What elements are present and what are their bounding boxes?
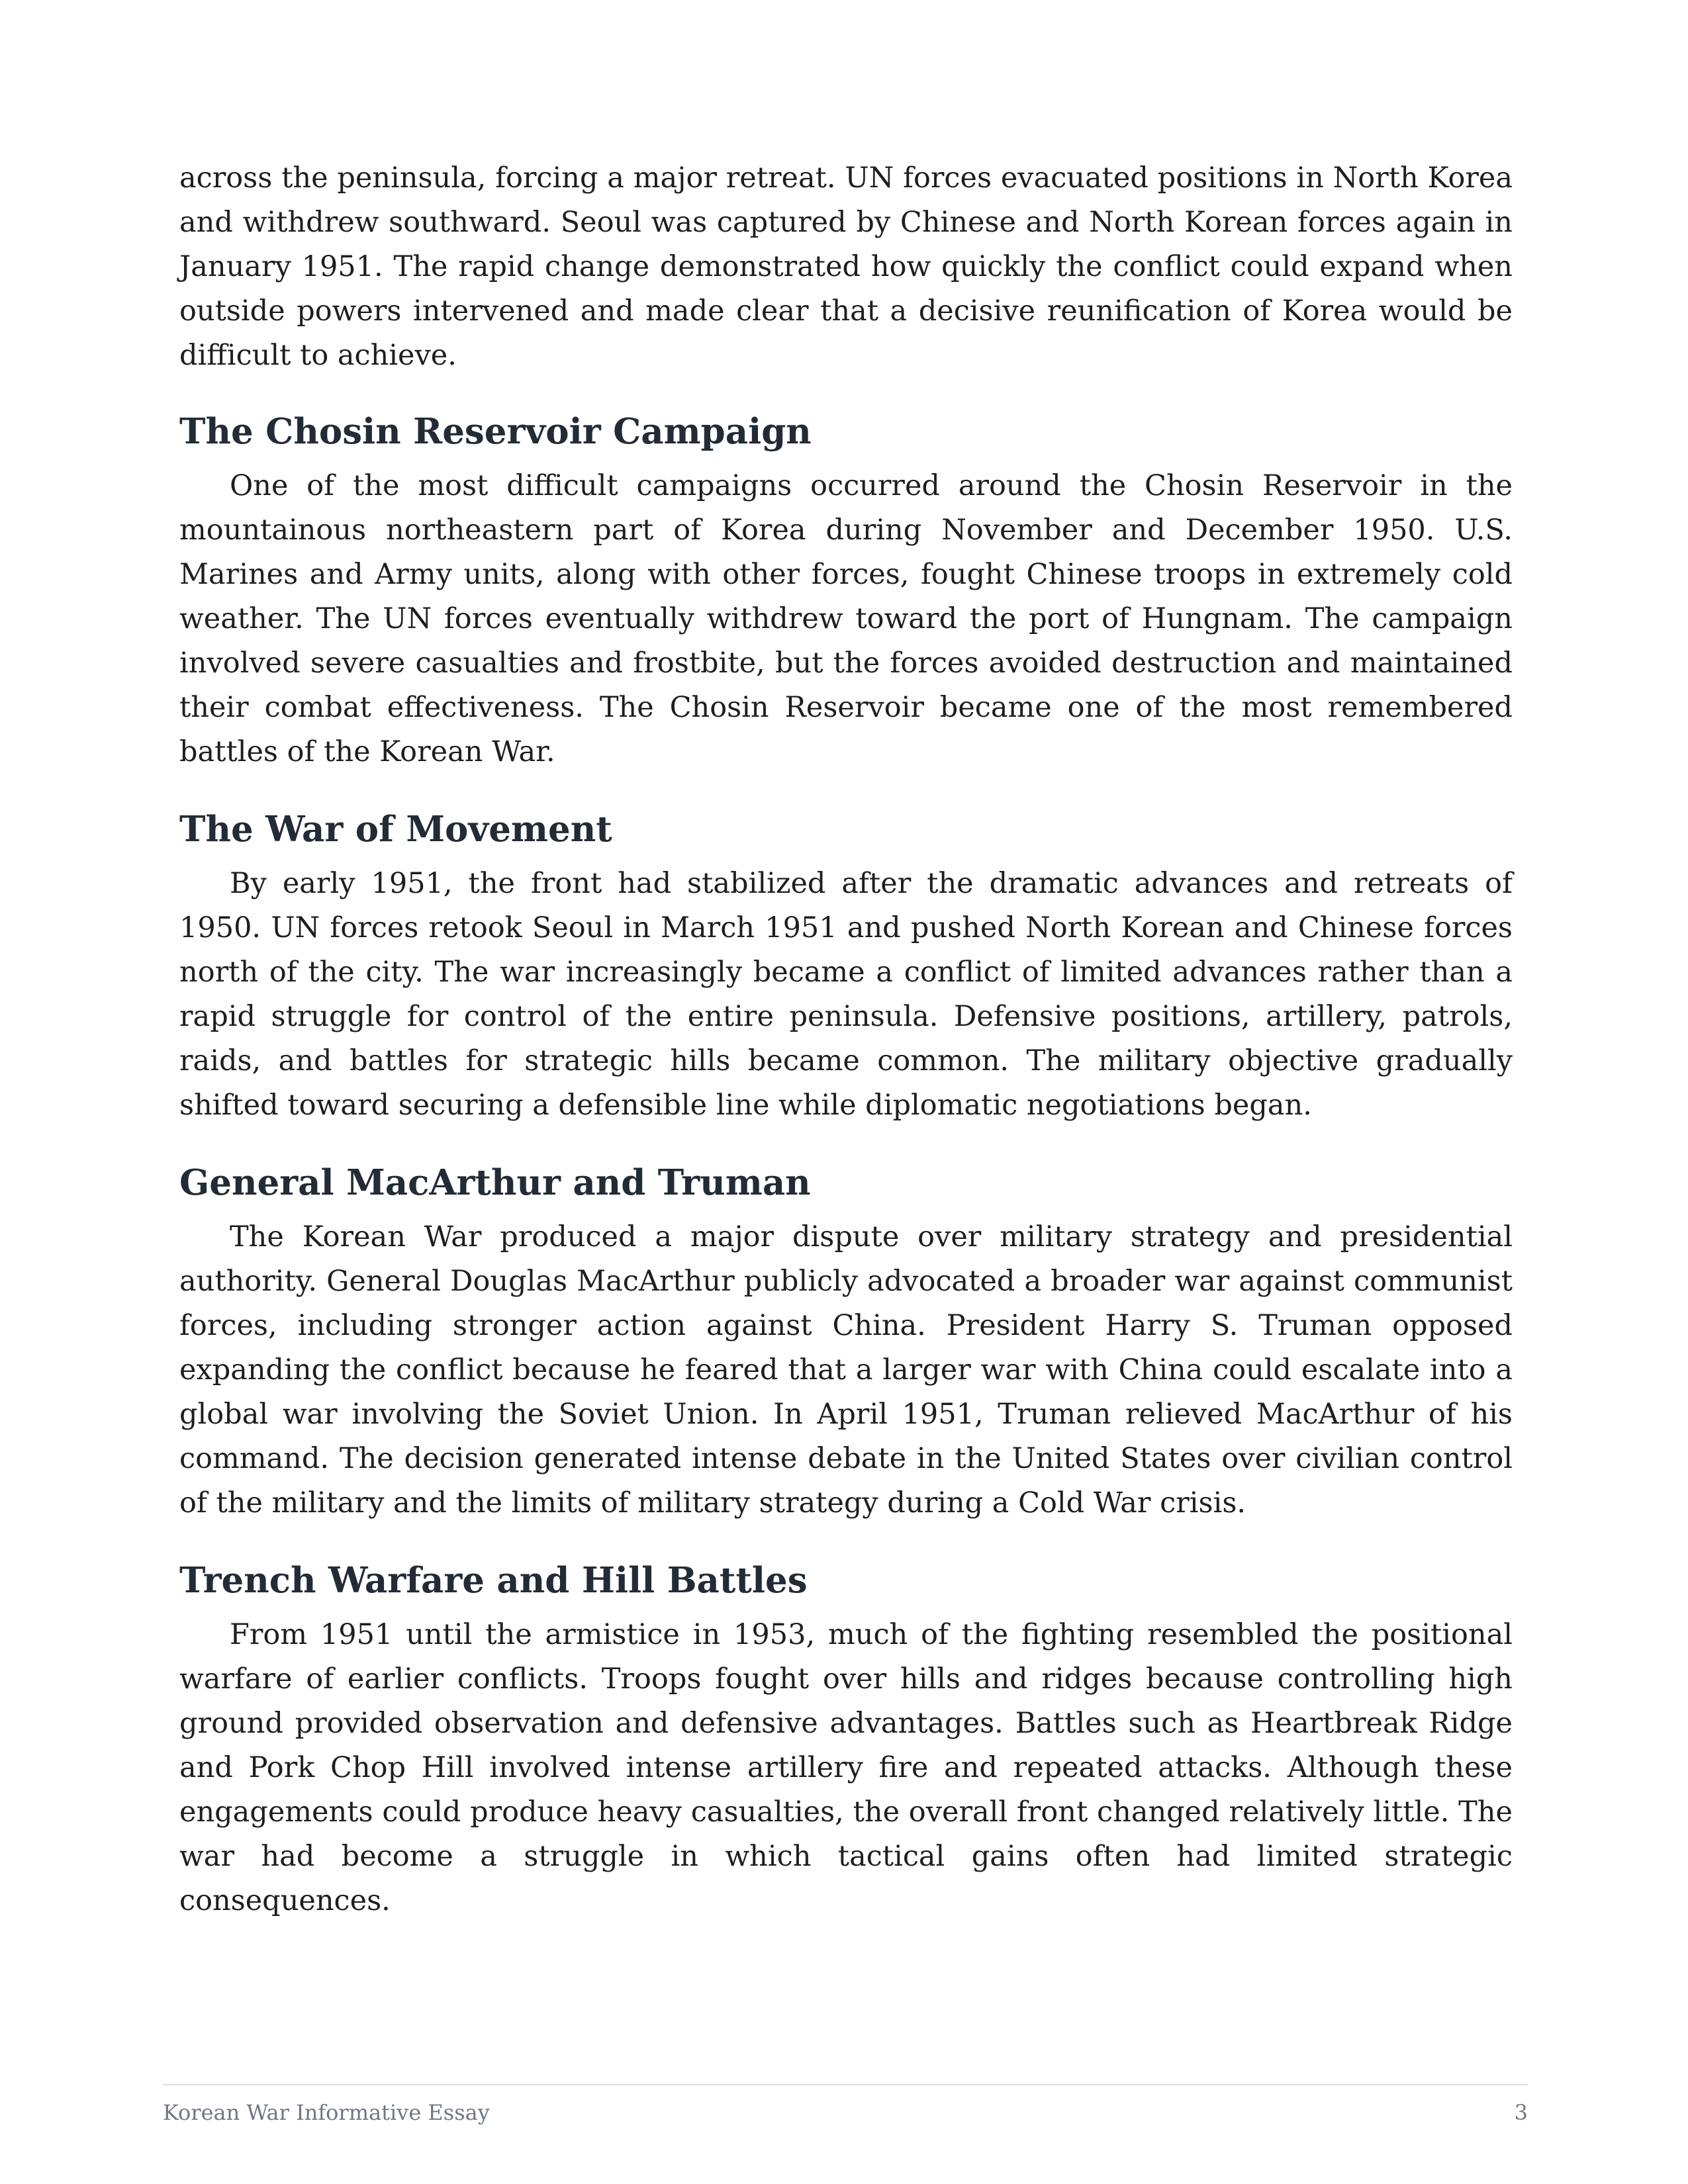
section-heading-war-of-movement: The War of Movement — [179, 809, 612, 850]
footer-page-number: 3 — [1514, 2100, 1528, 2125]
section-heading-macarthur-truman: General MacArthur and Truman — [179, 1162, 811, 1203]
section-paragraph-macarthur-truman: The Korean War produced a major dispute over military strategy and presidential authority. General Douglas MacArthur publicly advocated a broader war against communist forces, including stronger action against China. President Harry S. Truman opposed expanding the conflict because he feared that a larger war with China could escalate into a global war involving the Soviet Union. In April 1951, Truman relieved MacArthur of his command. The decision generated intense debate in the United States over civilian control of the military and the limits of military strategy during a Cold War crisis. — [179, 1220, 1513, 1520]
section-heading-chosin: The Chosin Reservoir Campaign — [179, 411, 812, 452]
section-paragraph-war-of-movement: By early 1951, the front had stabilized after the dramatic advances and retreats of 1950. UN forces retook Seoul in March 1951 and pushed North Korean and Chinese forces north of the city. The war increasingly became a conflict of limited advances rather than a rapid struggle for control of the entire peninsula. Defensive positions, artillery, patrols, raids, and battles for strategic hills became common. The military objective gradually shifted toward securing a defensible line while diplomatic negotiations began. — [179, 867, 1513, 1122]
essay-body — [179, 156, 1513, 1923]
footer-document-title: Korean War Informative Essay — [163, 2100, 490, 2125]
footer-divider — [163, 2084, 1528, 2085]
section-paragraph-chosin: One of the most difficult campaigns occurred around the Chosin Reservoir in the mountainous northeastern part of Korea during November and December 1950. U.S. Marines and Army units, along with other forces, fought Chinese troops in extremely cold weather. The UN forces eventually withdrew toward the port of Hungnam. The campaign involved severe casualties and frostbite, but the forces avoided destruction and maintained their combat effectiveness. The Chosin Reservoir became one of the most remembered battles of the Korean War. — [179, 469, 1513, 768]
section-heading-trench-warfare: Trench Warfare and Hill Battles — [179, 1560, 808, 1601]
section-paragraph-trench-warfare: From 1951 until the armistice in 1953, much of the fighting resembled the positional warfare of earlier conflicts. Troops fought over hills and ridges because controlling high ground provided observation and defensive advantages. Battles such as Heartbreak Ridge and Pork Chop Hill involved intense artillery fire and repeated attacks. Although these engagements could produce heavy casualties, the overall front changed relatively little. The war had become a struggle in which tactical gains often had limited strategic consequences. — [179, 1618, 1513, 1917]
intro-paragraph: across the peninsula, forcing a major retreat. UN forces evacuated positions in North Korea and withdrew southward. Seoul was captured by Chinese and North Korean forces again in January 1951. The rapid change demonstrated how quickly the conflict could expand when outside powers intervened and made clear that a decisive reunification of Korea would be difficult to achieve. — [179, 161, 1513, 372]
